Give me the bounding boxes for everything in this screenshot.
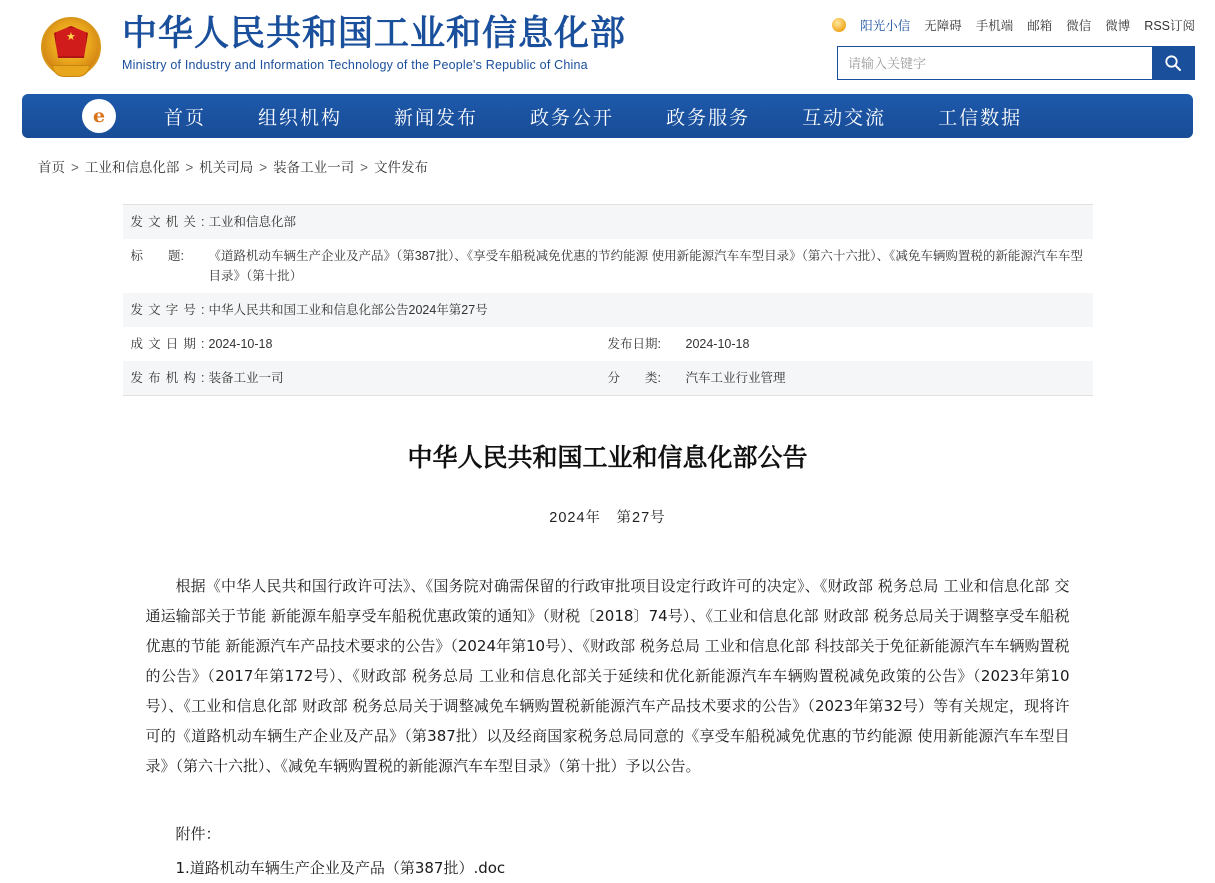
meta-value-issuer: 工业和信息化部 bbox=[208, 215, 297, 229]
meta-label-subject: 标 题: bbox=[130, 249, 184, 263]
breadcrumb-item-0[interactable]: 首页 bbox=[38, 160, 65, 175]
breadcrumb-item-2[interactable]: 机关司局 bbox=[199, 160, 254, 175]
site-title-cn: 中华人民共和国工业和信息化部 bbox=[122, 14, 627, 54]
breadcrumb-item-1[interactable]: 工业和信息化部 bbox=[84, 160, 180, 175]
meta-label-docnum: 发文字号: bbox=[130, 303, 205, 317]
nav-logo-icon: e bbox=[82, 99, 116, 133]
meta-value-department: 装备工业一司 bbox=[208, 371, 284, 385]
meta-row-department bbox=[123, 361, 1093, 395]
meta-label-created: 成文日期: bbox=[130, 337, 205, 351]
nav-item-5[interactable]: 互动交流 bbox=[802, 106, 887, 129]
meta-row-dates bbox=[123, 327, 1093, 361]
breadcrumb-separator: > bbox=[185, 160, 194, 175]
nav-item-6[interactable]: 工信数据 bbox=[938, 106, 1023, 129]
meta-value-category: 汽车工业行业管理 bbox=[685, 371, 786, 385]
breadcrumb-item-4[interactable]: 文件发布 bbox=[374, 160, 429, 175]
meta-label-published: 发布日期: bbox=[607, 337, 661, 351]
nav-item-0[interactable]: 首页 bbox=[164, 106, 207, 129]
page-title: 中华人民共和国工业和信息化部公告 bbox=[407, 443, 808, 472]
document-meta-table bbox=[123, 204, 1093, 396]
breadcrumb-item-3[interactable]: 装备工业一司 bbox=[273, 160, 355, 175]
breadcrumb-separator: > bbox=[259, 160, 268, 175]
meta-group-created bbox=[131, 334, 608, 354]
site-title-en: Ministry of Industry and Information Technology of the People's Republic of China bbox=[122, 58, 588, 72]
meta-row-docnum bbox=[123, 293, 1093, 327]
main-nav bbox=[22, 94, 1193, 138]
search-input[interactable] bbox=[838, 47, 1152, 79]
search-box bbox=[837, 46, 1195, 80]
top-links bbox=[825, 14, 1195, 36]
top-link-1[interactable]: 无障碍 bbox=[924, 19, 962, 33]
meta-value-published: 2024-10-18 bbox=[685, 337, 750, 351]
nav-item-2[interactable]: 新闻发布 bbox=[394, 106, 479, 129]
attachment-item[interactable] bbox=[146, 853, 1070, 883]
meta-label-category: 分 类: bbox=[607, 371, 661, 385]
article-body bbox=[128, 438, 1088, 883]
nav-item-3[interactable]: 政务公开 bbox=[530, 106, 615, 129]
meta-value-created: 2024-10-18 bbox=[208, 337, 273, 351]
search-button[interactable] bbox=[1152, 47, 1194, 79]
top-link-0[interactable]: 阳光小信 bbox=[860, 19, 911, 33]
attachment-label: 附件： bbox=[175, 825, 221, 843]
attachment-link-0[interactable]: 1.道路机动车辆生产企业及产品（第387批）.doc bbox=[175, 859, 506, 877]
top-link-4[interactable]: 微信 bbox=[1066, 19, 1092, 33]
meta-group-published bbox=[608, 334, 1085, 354]
national-emblem-icon: ★ bbox=[38, 14, 104, 80]
top-link-3[interactable]: 邮箱 bbox=[1027, 19, 1053, 33]
meta-value-subject: 《道路机动车辆生产企业及产品》（第387批）、《享受车船税减免优惠的节约能源 使用新能源汽车车型目录》（第六十六批）、《减免车辆购置税的新能源汽车车型目录》（第十批） bbox=[208, 249, 1083, 283]
meta-group-category bbox=[608, 368, 1085, 388]
sunlight-icon bbox=[832, 18, 846, 32]
meta-label-department: 发布机构: bbox=[130, 371, 205, 385]
breadcrumb bbox=[38, 156, 1215, 176]
site-title-block bbox=[122, 10, 626, 72]
header-right bbox=[825, 10, 1195, 80]
meta-label-issuer: 发文机关: bbox=[130, 215, 205, 229]
top-link-5[interactable]: 微博 bbox=[1105, 19, 1131, 33]
breadcrumb-separator: > bbox=[71, 160, 79, 175]
nav-item-1[interactable]: 组织机构 bbox=[258, 106, 343, 129]
top-link-2[interactable]: 手机端 bbox=[975, 19, 1014, 33]
search-icon bbox=[1164, 54, 1182, 72]
document-number: 2024年 第27号 bbox=[549, 510, 666, 526]
article-paragraph: 根据《中华人民共和国行政许可法》、《国务院对确需保留的行政审批项目设定行政许可的决定》、《财政部 税务总局 工业和信息化部 交通运输部关于节能 新能源车船享受车船税优惠政策的通知》（财税〔2018〕74号）、《工业和信息化部 财政部 税务总局关于调整享受车船税优惠的节能 新能源汽车产品技术要求的公告》（2024年第10号）、《财政部 税务总局 工业和信息化部 科技部关于免征新能源汽车车辆购置税的公告》（2017年第172号）、《财政部 税务总局 工业和信息化部关于延续和优化新能源汽车车辆购置税减免政策的公告》（2023年第10号）、《工业和信息化部 财政部 税务总局关于调整减免车辆购置税新能源汽车产品技术要求的公告》（2023年第32号）等有关规定，现将许可的《道路机动车辆生产企业及产品》（第387批）以及经商国家税务总局同意的《享受车船税减免优惠的节约能源 使用新能源汽车车型目录》（第六十六批）、《减免车辆购置税的新能源汽车车型目录》（第十批）予以公告。 bbox=[145, 577, 1070, 775]
site-header bbox=[0, 0, 1215, 88]
meta-row-issuer bbox=[123, 205, 1093, 239]
meta-row-subject bbox=[123, 239, 1093, 293]
meta-group-department bbox=[131, 368, 608, 388]
top-link-6[interactable]: RSS订阅 bbox=[1144, 19, 1195, 33]
nav-item-4[interactable]: 政务服务 bbox=[666, 106, 751, 129]
breadcrumb-separator: > bbox=[360, 160, 369, 175]
meta-value-docnum: 中华人民共和国工业和信息化部公告2024年第27号 bbox=[208, 303, 488, 317]
